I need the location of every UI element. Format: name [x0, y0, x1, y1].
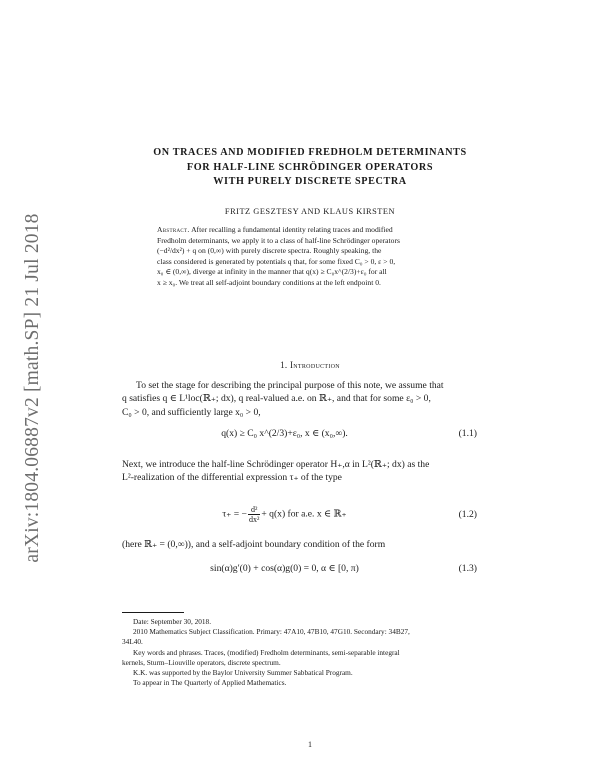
equation-number: (1.1)	[458, 428, 477, 439]
title-line-3: WITH PURELY DISCRETE SPECTRA	[213, 176, 407, 187]
section-title: Introduction	[289, 360, 340, 370]
footnote-keywords: Key words and phrases. Traces, (modified) Fredholm determinants, semi-separable integral	[133, 647, 400, 657]
equation-body	[122, 505, 447, 524]
abstract-line: x ≥ x₀. We treat all self-adjoint boundary conditions at the left endpoint 0.	[157, 277, 381, 287]
equation-1-1	[122, 428, 477, 444]
equation-body: q(x) ≥ C₀ x^(2/3)+ε₀, x ∈ (x₀,∞).	[221, 428, 348, 439]
paragraph-line: To set the stage for describing the principal purpose of this note, we assume that	[136, 380, 444, 391]
paper-authors: FRITZ GESZTESY AND KLAUS KIRSTEN	[224, 207, 396, 216]
footnote-appear: To appear in The Quarterly of Applied Mathematics.	[133, 678, 287, 688]
paragraph-3	[122, 538, 477, 551]
equation-1-2	[122, 503, 477, 527]
abstract-text: After recalling a fundamental identity relating traces and modified	[191, 225, 393, 234]
paragraph-line: (here ℝ₊ = (0,∞)), and a self-adjoint boundary condition of the form	[122, 539, 386, 550]
abstract-line	[157, 225, 455, 236]
equation-number: (1.2)	[458, 509, 477, 520]
footnotes	[122, 617, 477, 688]
equation-number: (1.3)	[458, 563, 477, 574]
paragraph-1	[122, 379, 477, 419]
footnote-msc: 2010 Mathematics Subject Classification. Primary: 47A10, 47B10, 47G10. Secondary: 34B27,	[133, 627, 410, 637]
equation-rhs: + q(x) for a.e. x ∈ ℝ₊	[261, 508, 347, 520]
footnote-keywords-cont: kernels, Sturm–Liouville operators, discrete spectrum.	[122, 657, 281, 667]
abstract-line: (−d²/dx²) + q on (0,∞) with purely discrete spectra. Roughly speaking, the	[157, 246, 382, 256]
footnote-rule	[122, 612, 184, 613]
page-number: 1	[308, 740, 312, 749]
equation-fraction	[248, 505, 260, 524]
abstract-line: x₀ ∈ (0,∞), diverge at infinity in the manner that q(x) ≥ C₀x^(2/3)+ε₀ for all	[157, 267, 387, 277]
footnote-msc-cont: 34L40.	[122, 637, 143, 647]
arxiv-identifier: arXiv:1804.06887v2 [math.SP] 21 Jul 2018	[22, 213, 43, 563]
title-line-1: ON TRACES AND MODIFIED FREDHOLM DETERMINANTS	[153, 147, 467, 158]
paragraph-line: Next, we introduce the half-line Schrödinger operator H₊,α in L²(ℝ₊; dx) as the	[122, 459, 430, 470]
paragraph-line: C₀ > 0, and sufficiently large x₀ > 0,	[122, 406, 261, 418]
abstract-line: Fredholm determinants, we apply it to a class of half-line Schrödinger operators	[157, 235, 400, 245]
section-heading	[100, 360, 520, 370]
abstract-label: Abstract.	[157, 225, 190, 234]
paragraph-2	[122, 458, 477, 485]
section-number: 1.	[280, 360, 288, 370]
paragraph-line: L²-realization of the differential expression τ₊ of the type	[122, 472, 342, 484]
abstract-line: class considered is generated by potentials q that, for some fixed C₀ > 0, ε > 0,	[157, 256, 396, 266]
fraction-denominator: dx²	[248, 515, 260, 524]
footnote-date: Date: September 30, 2018.	[133, 617, 212, 626]
arxiv-sidebar	[20, 0, 46, 776]
fraction-numerator: d²	[248, 505, 260, 515]
title-line-2: FOR HALF-LINE SCHRÖDINGER OPERATORS	[186, 161, 434, 173]
abstract	[157, 225, 455, 289]
paper-title	[100, 146, 520, 190]
equation-1-3	[122, 563, 477, 579]
paragraph-line: q satisfies q ∈ L¹loc(ℝ₊; dx), q real-valued a.e. on ℝ₊, and that for some ε₀ > 0,	[122, 393, 431, 405]
equation-lhs: τ₊ = −	[222, 508, 247, 520]
footnote-support: K.K. was supported by the Baylor University Summer Sabbatical Program.	[133, 668, 353, 678]
equation-body: sin(α)g′(0) + cos(α)g(0) = 0, α ∈ [0, π)	[210, 563, 359, 574]
